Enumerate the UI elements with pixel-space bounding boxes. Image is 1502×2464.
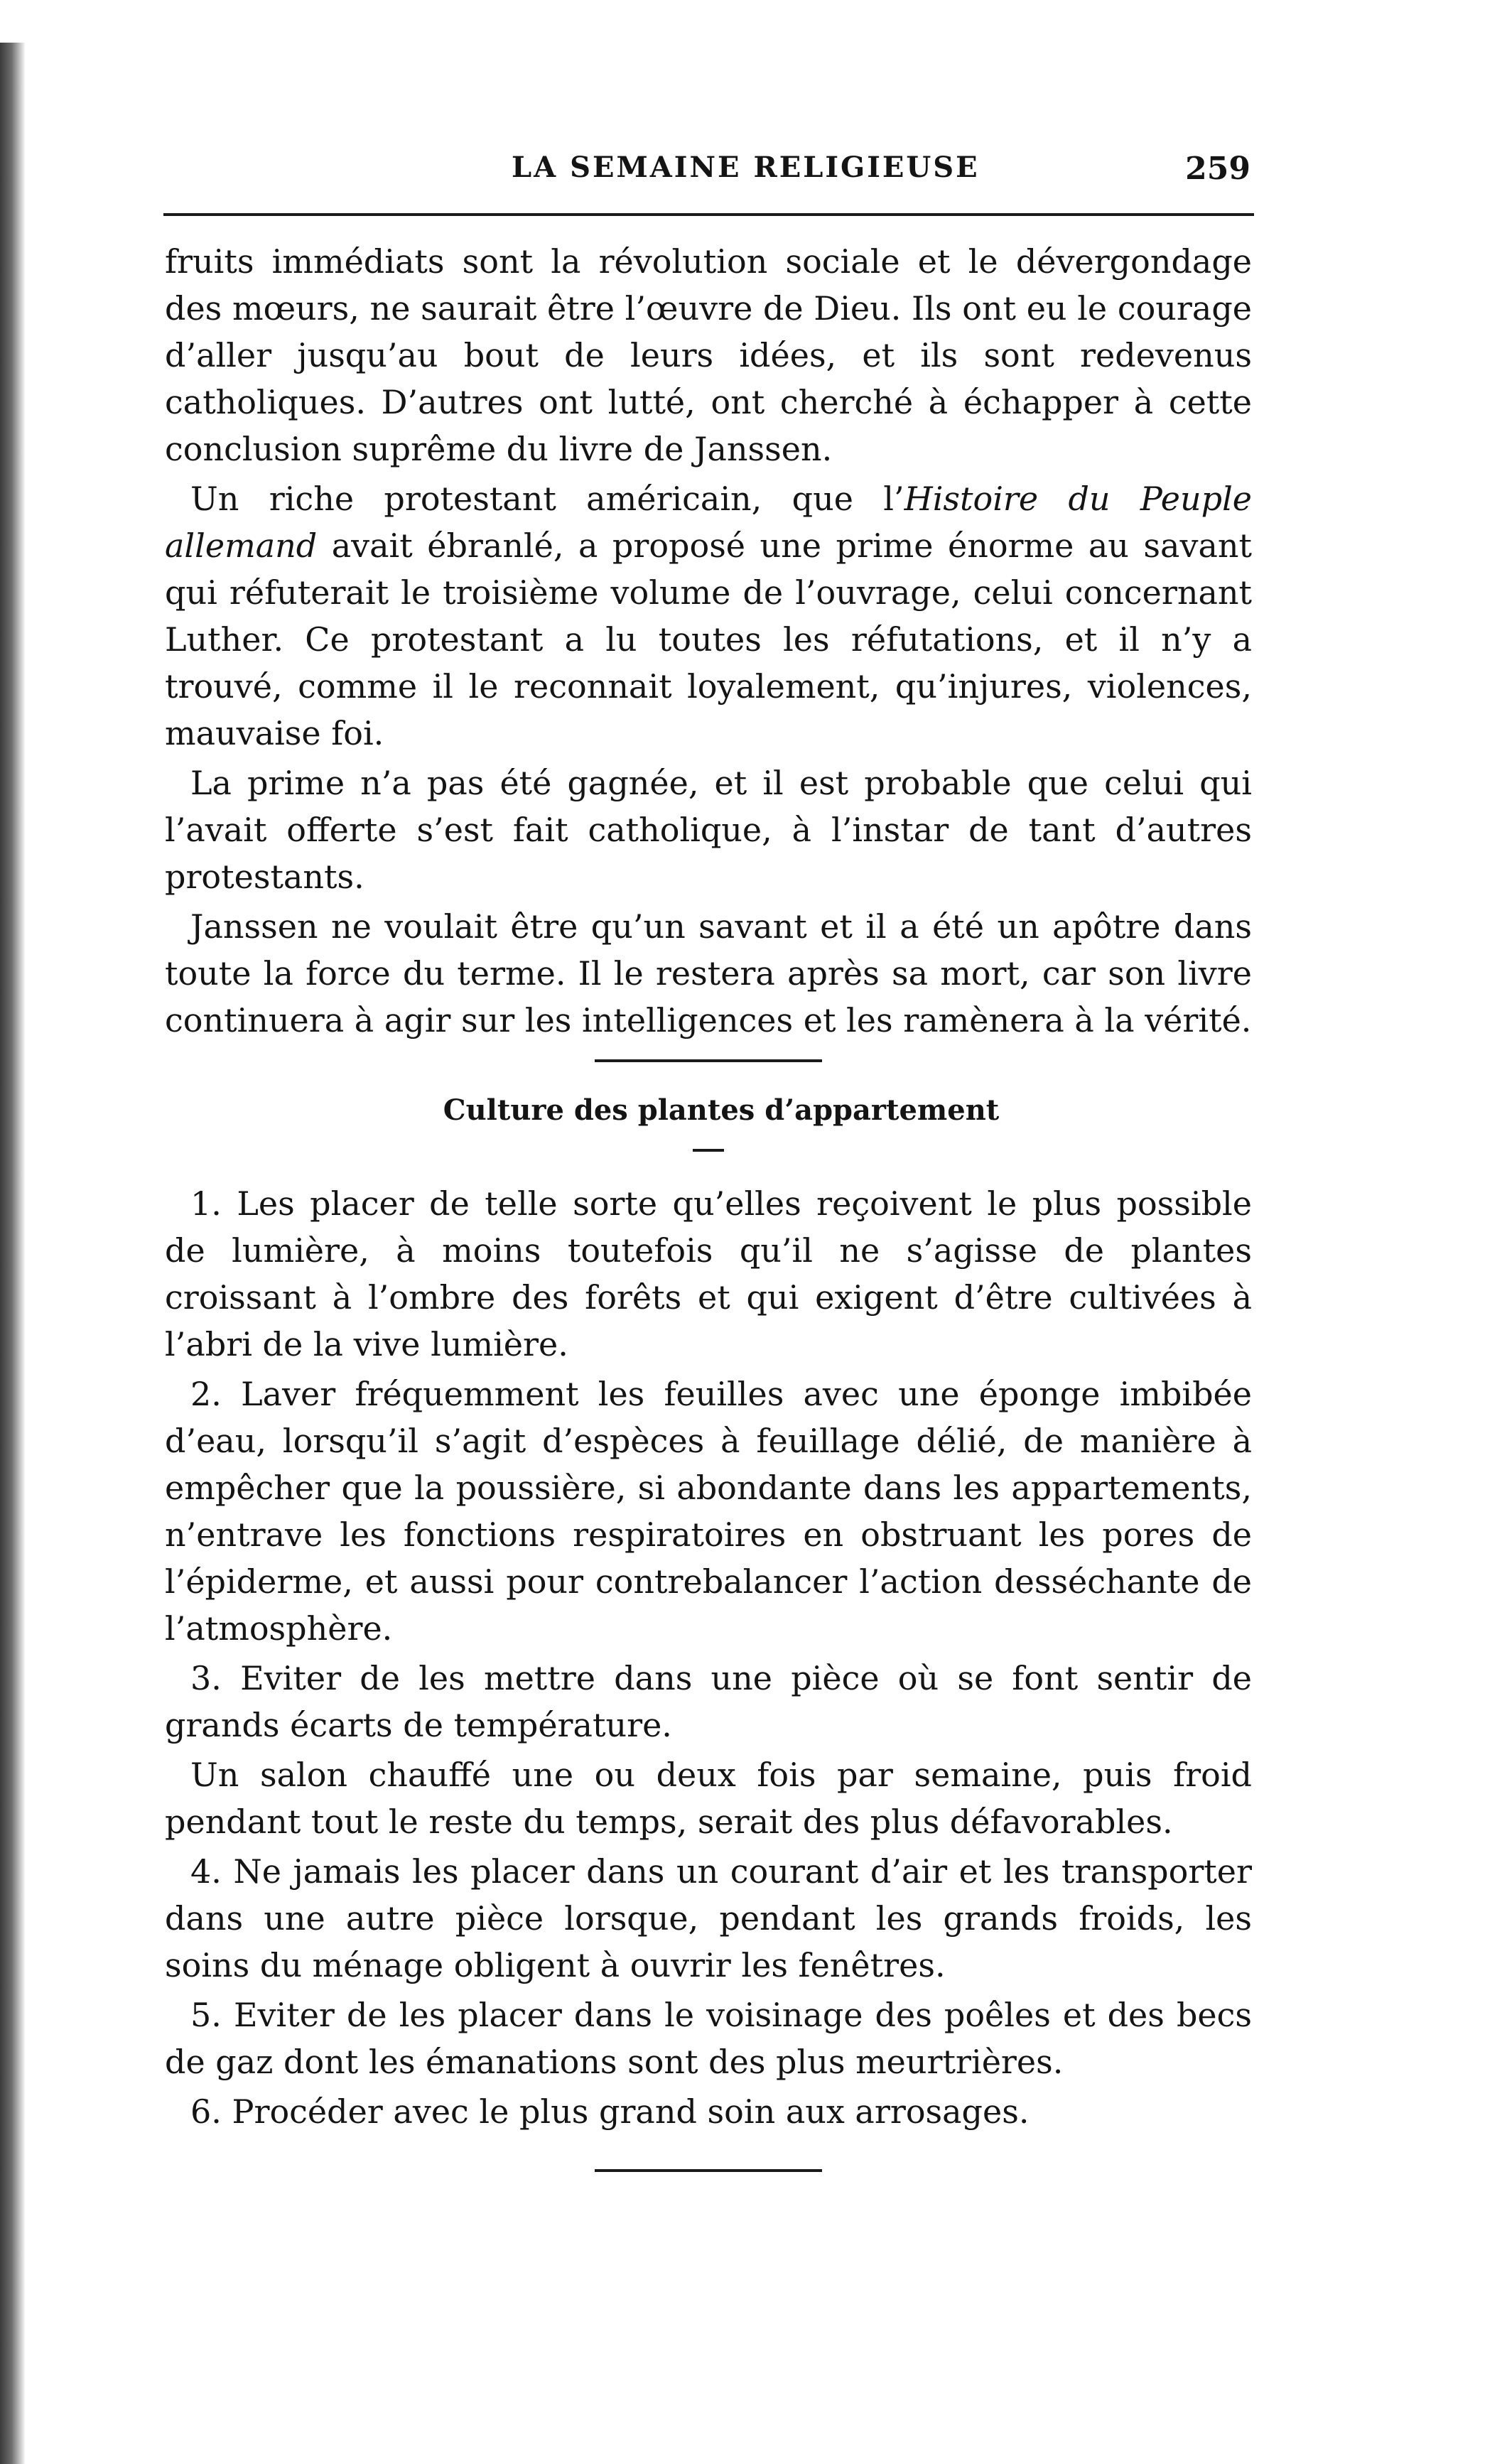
book-binding-shadow bbox=[0, 43, 26, 2464]
list-item: 4. Ne jamais les placer dans un courant d’air et les transporter dans une autre pièce lorsque, pendant les grands froids, les soins du ménage obligent à ouvrir les fenêtres. bbox=[165, 1852, 1252, 1984]
list-item: 1. Les placer de telle sorte qu’elles reçoivent le plus possible de lumière, à moins toutefois qu’il ne s’agisse de plantes croissant à l’ombre des forêts et qui exigent d’être cultivées à l’abri de la vive lumière. bbox=[165, 1184, 1252, 1363]
title-dash bbox=[693, 1149, 724, 1152]
page-number: 259 bbox=[1185, 151, 1250, 187]
paragraph-text: Un riche protestant américain, que l’ bbox=[190, 480, 904, 518]
page-body bbox=[165, 238, 1252, 2172]
paragraph-continued: fruits immédiats sont la révolution sociale et le dévergondage des mœurs, ne saurait être l’œuvre de Dieu. Ils ont eu le courage d’aller jusqu’au bout de leurs idées, et ils sont redevenus catholiques. D’autres ont lutté, ont cherché à échapper à cette conclusion suprême du livre de Janssen. bbox=[165, 242, 1252, 468]
end-divider bbox=[595, 2169, 822, 2172]
paragraph-text: avait ébranlé, a proposé une prime énorme au savant qui réfuterait le troisième volume de l’ouvrage, celui concernant Luther. Ce protestant a lu toutes les réfutations, et il n’y a trouvé, comme il le reconnait loyalement, qu’injures, violences, mauvaise foi. bbox=[165, 526, 1252, 752]
section-title: Culture des plantes d’appartement bbox=[443, 1093, 1000, 1127]
section-divider bbox=[595, 1059, 822, 1062]
list-item: 3. Eviter de les mettre dans une pièce où se font sentir de grands écarts de température. bbox=[165, 1659, 1252, 1744]
header-rule bbox=[163, 213, 1254, 216]
list-item: 2. Laver fréquemment les feuilles avec une éponge imbibée d’eau, lorsqu’il s’agit d’espèces à feuillage délié, de manière à empêcher que la poussière, si abondante dans les appartements, n’entrave les fonctions respiratoires en obstruant les pores de l’épiderme, et aussi pour contrebalancer l’action desséchante de l’atmosphère. bbox=[165, 1375, 1252, 1648]
paragraph-janssen: Janssen ne voulait être qu’un savant et il a été un apôtre dans toute la force du terme. Il le restera après sa mort, car son livre continuera à agir sur les intelligences et les ramènera à la vérité. bbox=[165, 907, 1252, 1039]
paragraph-prime: La prime n’a pas été gagnée, et il est probable que celui qui l’avait offerte s’est fait catholique, à l’instar de tant d’autres protestants. bbox=[165, 764, 1252, 896]
running-title: LA SEMAINE RELIGIEUSE bbox=[512, 151, 980, 184]
list-item: 5. Eviter de les placer dans le voisinage des poêles et des becs de gaz dont les émanations sont des plus meurtrières. bbox=[165, 1996, 1252, 2081]
paragraph-protestant bbox=[165, 475, 1252, 757]
list-item: Un salon chauffé une ou deux fois par semaine, puis froid pendant tout le reste du temps, serait des plus défavorables. bbox=[165, 1756, 1252, 1841]
page-header bbox=[163, 151, 1250, 200]
list-item: 6. Procéder avec le plus grand soin aux arrosages. bbox=[190, 2092, 1030, 2131]
book-title: Histoire du Peuple allemand bbox=[165, 480, 1253, 565]
